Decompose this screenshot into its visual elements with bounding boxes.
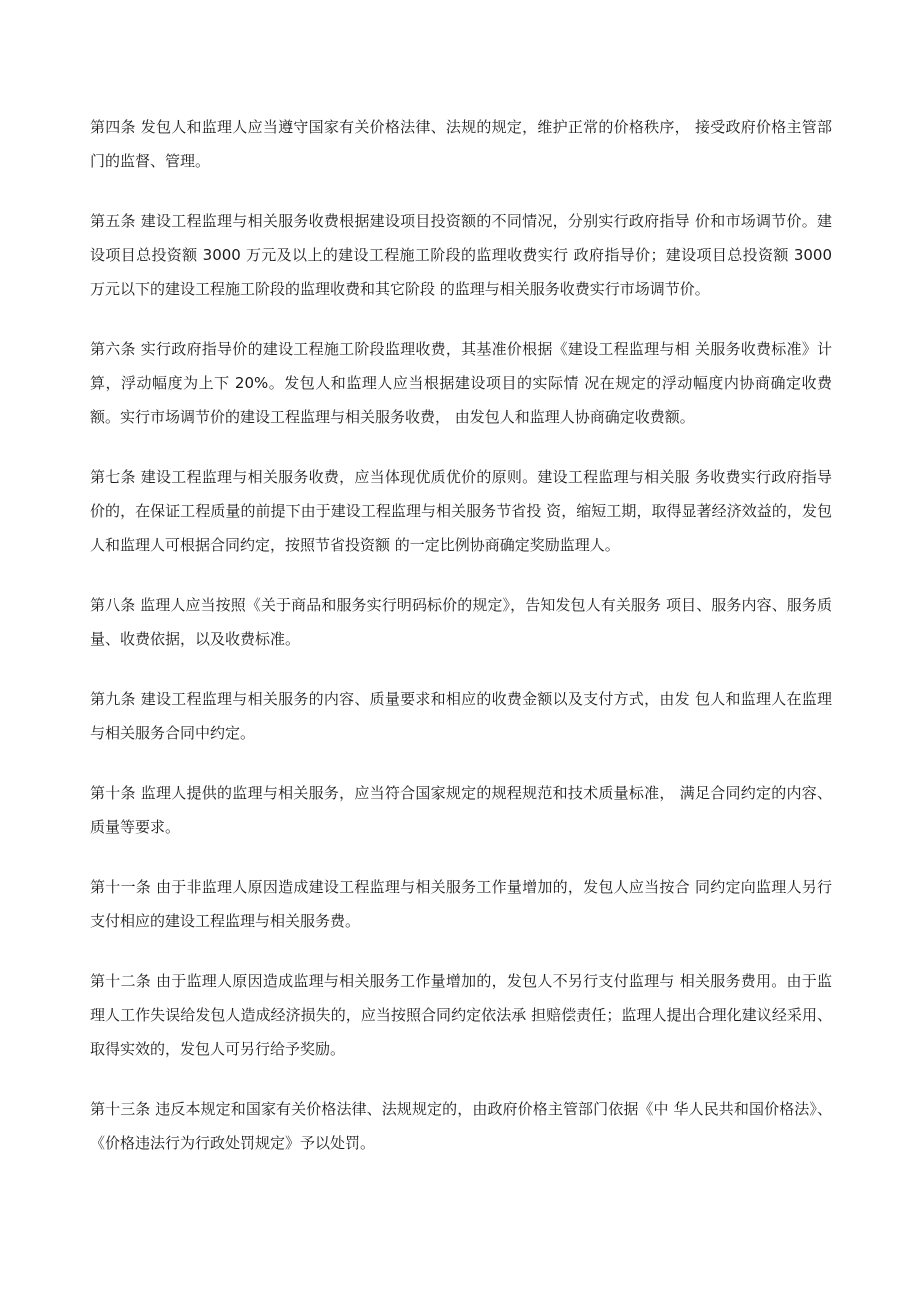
article-10: 第十条 监理人提供的监理与相关服务，应当符合国家规定的规程规范和技术质量标准， 满足合同约定的内容、质量等要求。 xyxy=(90,784,832,836)
article-8: 第八条 监理人应当按照《关于商品和服务实行明码标价的规定》，告知发包人有关服务 项目、服务内容、服务质量、收费依据，以及收费标准。 xyxy=(90,596,832,648)
article-13: 第十三条 违反本规定和国家有关价格法律、法规规定的，由政府价格主管部门依据《中 华人民共和国价格法》、《价格违法行为行政处罚规定》予以处罚。 xyxy=(90,1100,832,1152)
article-9: 第九条 建设工程监理与相关服务的内容、质量要求和相应的收费金额以及支付方式，由发 包人和监理人在监理与相关服务合同中约定。 xyxy=(90,690,832,742)
article-4: 第四条 发包人和监理人应当遵守国家有关价格法律、法规的规定，维护正常的价格秩序， 接受政府价格主管部门的监督、管理。 xyxy=(90,118,832,170)
article-7: 第七条 建设工程监理与相关服务收费，应当体现优质优价的原则。建设工程监理与相关服 务收费实行政府指导价的，在保证工程质量的前提下由于建设工程监理与相关服务节省投 资，缩短工期，取得显著经济效益的，发包人和监理人可根据合同约定，按照节省投资额 的一定比例协商确定奖励监理人。 xyxy=(90,468,832,554)
article-5: 第五条 建设工程监理与相关服务收费根据建设项目投资额的不同情况，分别实行政府指导 价和市场调节价。建设项目总投资额 3000 万元及以上的建设工程施工阶段的监理收费实行 政府指导价；建设项目总投资额 3000 万元以下的建设工程施工阶段的监理收费和其它阶段 的监理与相关服务收费实行市场调节价。 xyxy=(90,212,832,298)
article-6: 第六条 实行政府指导价的建设工程施工阶段监理收费，其基准价根据《建设工程监理与相 关服务收费标准》计算，浮动幅度为上下 20%。发包人和监理人应当根据建设项目的实际情 况在规定的浮动幅度内协商确定收费额。实行市场调节价的建设工程监理与相关服务收费， 由发包人和监理人协商确定收费额。 xyxy=(90,340,832,426)
article-11: 第十一条 由于非监理人原因造成建设工程监理与相关服务工作量增加的，发包人应当按合 同约定向监理人另行支付相应的建设工程监理与相关服务费。 xyxy=(90,878,832,930)
article-12: 第十二条 由于监理人原因造成监理与相关服务工作量增加的，发包人不另行支付监理与 相关服务费用。由于监理人工作失误给发包人造成经济损失的，应当按照合同约定依法承 担赔偿责任；监理人提出合理化建议经采用、取得实效的，发包人可另行给予奖励。 xyxy=(90,972,832,1058)
